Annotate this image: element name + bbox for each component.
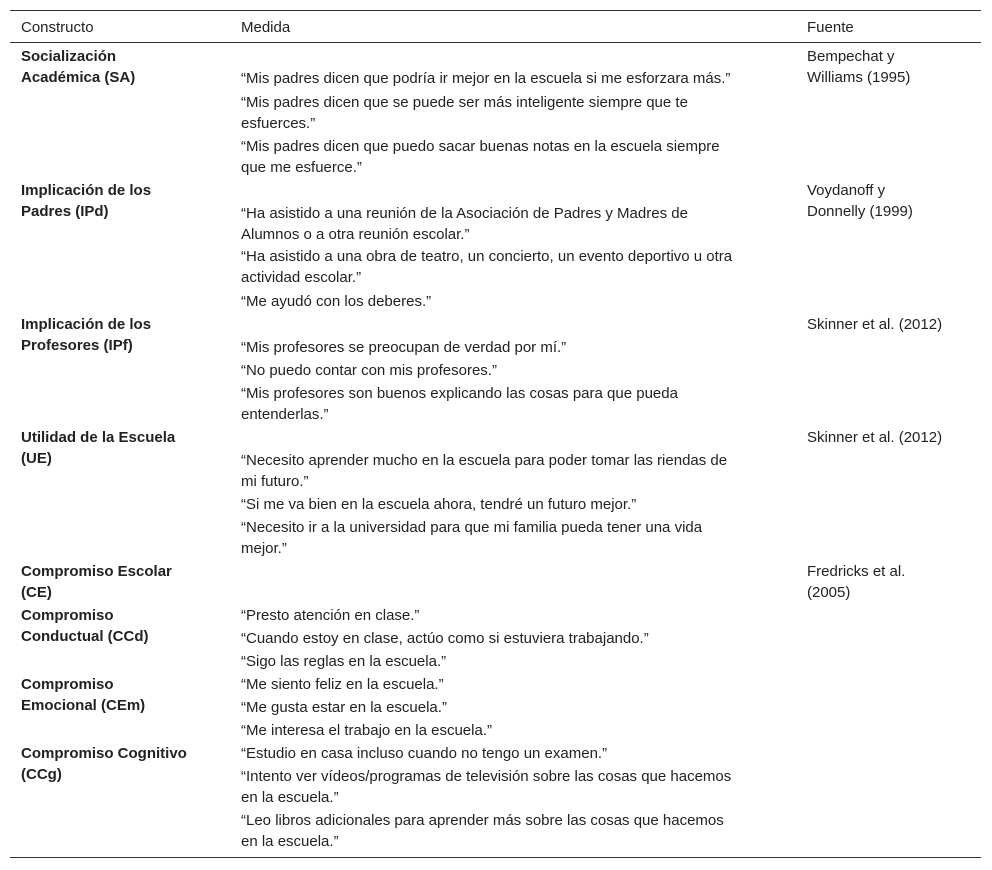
construct-cell [21,743,226,785]
construct-line: Compromiso [21,607,114,624]
measure-item: “Ha asistido a una reunión de la Asociación de Padres y Madres de Alumnos o a otra reunión escolar.” [241,205,688,243]
construct-line: Implicación de los [21,182,152,199]
measure-item: “Me gusta estar en la escuela.” [241,699,447,716]
construct-cell [21,46,226,88]
construct-line: Implicación de los [21,316,152,333]
construct-cell [21,180,226,222]
construct-cell [21,561,226,603]
construct-line: Profesores (IPf) [21,337,133,354]
measure-item: “Me interesa el trabajo en la escuela.” [241,722,492,739]
measure-item: “No puedo contar con mis profesores.” [241,362,497,379]
measure-item: “Presto atención en clase.” [241,607,420,624]
measure-item: “Mis padres dicen que podría ir mejor en la escuela si me esforzara más.” [241,70,731,87]
source-line: Bempechat y [807,48,895,65]
source-line: Skinner et al. (2012) [807,429,943,446]
measure-item: “Cuando estoy en clase, actúo como si estuviera trabajando.” [241,630,649,647]
measure-item: “Necesito ir a la universidad para que mi familia pueda tener una vida mejor.” [241,519,703,557]
construct-cell [21,605,226,647]
construct-line: Compromiso Escolar [21,563,172,580]
measure-item: “Intento ver vídeos/programas de televisión sobre las cosas que hacemos en la escuela.” [241,768,732,806]
measure-item: “Mis padres dicen que puedo sacar buenas notas en la escuela siempre que me esfuerce.” [241,138,720,176]
measure-item: “Estudio en casa incluso cuando no tengo un examen.” [241,745,608,762]
construct-line: (CCg) [21,766,62,783]
construct-line: Conductual (CCd) [21,628,149,645]
measure-item: “Sigo las reglas en la escuela.” [241,653,447,670]
construct-line: Utilidad de la Escuela [21,429,176,446]
construct-line: Compromiso Cognitivo [21,745,187,762]
header-construct: Constructo [21,19,94,36]
header-source: Fuente [807,19,854,36]
source-line: Donnelly (1999) [807,203,913,220]
measure-item: “Mis profesores se preocupan de verdad por mí.” [241,339,567,356]
construct-line: Académica (SA) [21,69,136,86]
header-measure: Medida [241,19,291,36]
measure-item: “Leo libros adicionales para aprender más sobre las cosas que hacemos en la escuela.” [241,812,724,850]
table-top-rule [10,10,981,11]
measure-item: “Mis padres dicen que se puede ser más inteligente siempre que te esfuerces.” [241,94,688,132]
source-cell [807,561,977,603]
source-line: Fredricks et al. [807,563,906,580]
construct-line: Padres (IPd) [21,203,109,220]
source-cell [807,314,977,335]
construct-line: Socialización [21,48,117,65]
construct-line: Emocional (CEm) [21,697,146,714]
measures-table [10,0,981,870]
measure-item: “Mis profesores son buenos explicando las cosas para que pueda entenderlas.” [241,385,678,423]
source-line: Skinner et al. (2012) [807,316,943,333]
construct-line: (CE) [21,584,52,601]
construct-line: (UE) [21,450,52,467]
header-rule [10,42,981,43]
measure-item: “Necesito aprender mucho en la escuela para poder tomar las riendas de mi futuro.” [241,452,728,490]
source-cell [807,427,977,448]
source-line: Williams (1995) [807,69,911,86]
table-bottom-rule [10,857,981,858]
source-cell [807,46,977,88]
measure-item: “Me ayudó con los deberes.” [241,293,432,310]
construct-cell [21,674,226,716]
source-line: (2005) [807,584,851,601]
measure-item: “Me siento feliz en la escuela.” [241,676,444,693]
measure-item: “Si me va bien en la escuela ahora, tendré un futuro mejor.” [241,496,637,513]
construct-cell [21,427,226,469]
source-line: Voydanoff y [807,182,886,199]
measure-item: “Ha asistido a una obra de teatro, un concierto, un evento deportivo u otra actividad escolar.” [241,248,733,286]
source-cell [807,180,977,222]
construct-line: Compromiso [21,676,114,693]
construct-cell [21,314,226,356]
